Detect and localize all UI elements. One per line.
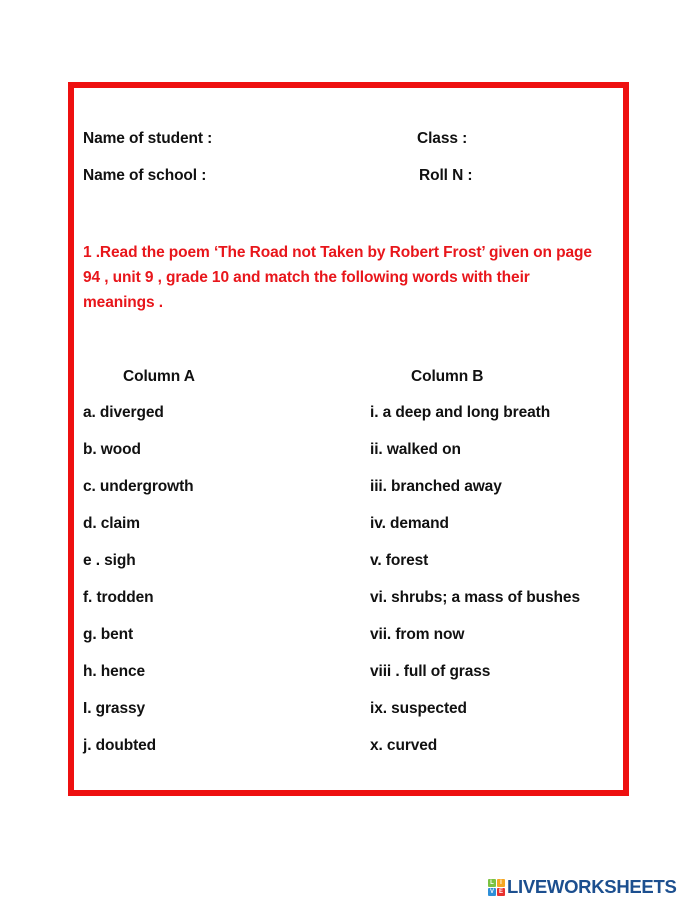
liveworksheets-logo[interactable] (488, 877, 677, 897)
worksheet-frame (68, 82, 629, 796)
column-a-header: Column A (123, 368, 195, 385)
column-b-item: v. forest (370, 552, 429, 569)
student-name-label: Name of student : (83, 130, 213, 147)
logo-text: LIVEWORKSHEETS (507, 875, 677, 897)
column-b-item: vii. from now (370, 626, 465, 643)
column-b-item: viii . full of grass (370, 663, 491, 680)
column-b-item: iv. demand (370, 515, 449, 532)
column-a-item: a. diverged (83, 404, 164, 421)
column-a-item: I. grassy (83, 700, 146, 717)
column-b-item: x. curved (370, 737, 438, 754)
logo-tiles-icon (488, 879, 505, 896)
logo-tile: E (498, 888, 503, 895)
instruction-line-3: meanings . (83, 294, 163, 311)
column-a-item: g. bent (83, 626, 134, 643)
column-a-item: b. wood (83, 441, 141, 458)
column-b-item: iii. branched away (370, 478, 502, 495)
logo-tile: L (488, 879, 496, 887)
roll-number-label: Roll N : (419, 167, 473, 184)
column-b-item: ii. walked on (370, 441, 461, 458)
logo-tile: I (497, 879, 505, 887)
instruction-line-2: 94 , unit 9 , grade 10 and match the following words with their (83, 269, 530, 286)
column-a-item: j. doubted (83, 737, 157, 754)
logo-tile: V (489, 888, 494, 895)
column-b-header: Column B (411, 368, 484, 385)
class-label: Class : (417, 130, 468, 147)
column-a-item: e . sigh (83, 552, 136, 569)
column-a-item: f. trodden (83, 589, 154, 606)
column-a-item: d. claim (83, 515, 140, 532)
column-a-item: c. undergrowth (83, 478, 194, 495)
question-instruction (83, 240, 623, 315)
school-name-label: Name of school : (83, 167, 207, 184)
column-b-item: vi. shrubs; a mass of bushes (370, 589, 580, 606)
column-b-item: i. a deep and long breath (370, 404, 551, 421)
instruction-line-1: 1 .Read the poem ‘The Road not Taken by Robert Frost’ given on page (83, 244, 592, 261)
column-b-item: ix. suspected (370, 700, 467, 717)
column-a-item: h. hence (83, 663, 146, 680)
